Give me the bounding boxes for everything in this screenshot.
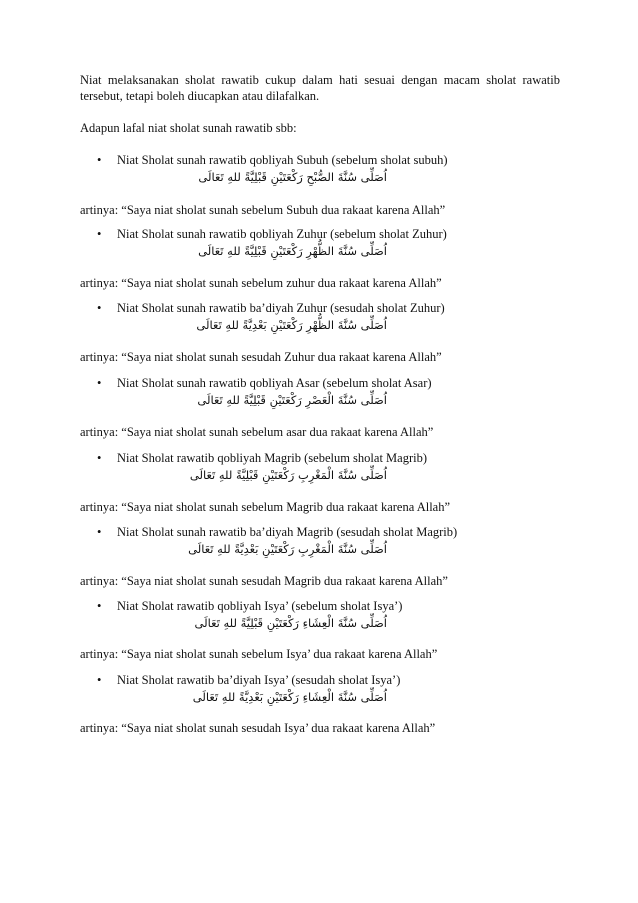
artinya-line: artinya: “Saya niat sholat sunah sebelum Subuh dua rakaat karena Allah”: [80, 203, 446, 217]
niat-latin: Niat Sholat rawatib qobliyah Magrib (sebelum sholat Magrib): [117, 451, 428, 465]
niat-latin: Niat Sholat sunah rawatib qobliyah Zuhur (sebelum sholat Zuhur): [117, 227, 447, 241]
artinya-line: artinya: “Saya niat sholat sunah sebelum zuhur dua rakaat karena Allah”: [80, 276, 442, 290]
niat-arabic: اُصَلِّى سُنَّةَ الصُّبْحِ رَكْعَتَيْنِ قَبْلِيَّةً للهِ تَعَالَى: [198, 170, 387, 184]
artinya-line: artinya: “Saya niat sholat sunah sebelum asar dua rakaat karena Allah”: [80, 425, 434, 439]
bullet-icon: •: [97, 673, 102, 687]
niat-arabic: اُصَلِّى سُنَّةَ الْمَغْرِبِ رَكْعَتَيْنِ قَبْلِيَّةً للهِ تَعَالَى: [189, 468, 387, 482]
bullet-icon: •: [97, 525, 102, 539]
niat-arabic: اُصَلِّى سُنَّةَ الْعَصْرِ رَكْعَتَيْنِ قَبْلِيَّةً للهِ تَعَالَى: [197, 393, 387, 407]
niat-latin: Niat Sholat sunah rawatib qobliyah Asar (sebelum sholat Asar): [117, 376, 432, 390]
bullet-icon: •: [97, 301, 102, 315]
artinya-line: artinya: “Saya niat sholat sunah sesudah Isya’ dua rakaat karena Allah”: [80, 721, 436, 735]
niat-arabic: اُصَلِّى سُنَّةَ الظُّهْرِ رَكْعَتَيْنِ بَعْدِيَّةً للهِ تَعَالَى: [196, 318, 387, 332]
niat-latin: Niat Sholat rawatib ba’diyah Isya’ (sesudah sholat Isya’): [117, 673, 401, 687]
intro-paragraph: Niat melaksanakan sholat rawatib cukup dalam hati sesuai dengan macam sholat rawatib tersebut, tetapi boleh diucapkan atau dilafalkan.: [80, 73, 560, 103]
niat-latin: Niat Sholat rawatib qobliyah Isya’ (sebelum sholat Isya’): [117, 599, 403, 613]
bullet-icon: •: [97, 227, 102, 241]
artinya-line: artinya: “Saya niat sholat sunah sesudah Zuhur dua rakaat karena Allah”: [80, 350, 442, 364]
bullet-icon: •: [97, 451, 102, 465]
niat-latin: Niat Sholat sunah rawatib ba’diyah Zuhur (sesudah sholat Zuhur): [117, 301, 445, 315]
list-intro: Adapun lafal niat sholat sunah rawatib sbb:: [80, 121, 297, 135]
niat-latin: Niat Sholat sunah rawatib qobliyah Subuh (sebelum sholat subuh): [117, 153, 448, 167]
artinya-line: artinya: “Saya niat sholat sunah sebelum Magrib dua rakaat karena Allah”: [80, 500, 451, 514]
artinya-line: artinya: “Saya niat sholat sunah sesudah Magrib dua rakaat karena Allah”: [80, 574, 448, 588]
niat-arabic: اُصَلِّى سُنَّةَ الْعِشَاءِ رَكْعَتَيْنِ بَعْدِيَّةً للهِ تَعَالَى: [192, 690, 387, 704]
artinya-line: artinya: “Saya niat sholat sunah sebelum Isya’ dua rakaat karena Allah”: [80, 647, 438, 661]
bullet-icon: •: [97, 599, 102, 613]
niat-arabic: اُصَلِّى سُنَّةَ الظُّهْرِ رَكْعَتَيْنِ قَبْلِيَّةً للهِ تَعَالَى: [198, 244, 387, 258]
niat-arabic: اُصَلِّى سُنَّةَ الْعِشَاءِ رَكْعَتَيْنِ قَبْلِيَّةً للهِ تَعَالَى: [194, 616, 387, 630]
niat-arabic: اُصَلِّى سُنَّةَ الْمَغْرِبِ رَكْعَتَيْنِ بَعْدِيَّةً للهِ تَعَالَى: [188, 542, 387, 556]
niat-latin: Niat Sholat sunah rawatib ba’diyah Magrib (sesudah sholat Magrib): [117, 525, 458, 539]
bullet-icon: •: [97, 153, 102, 167]
bullet-icon: •: [97, 376, 102, 390]
